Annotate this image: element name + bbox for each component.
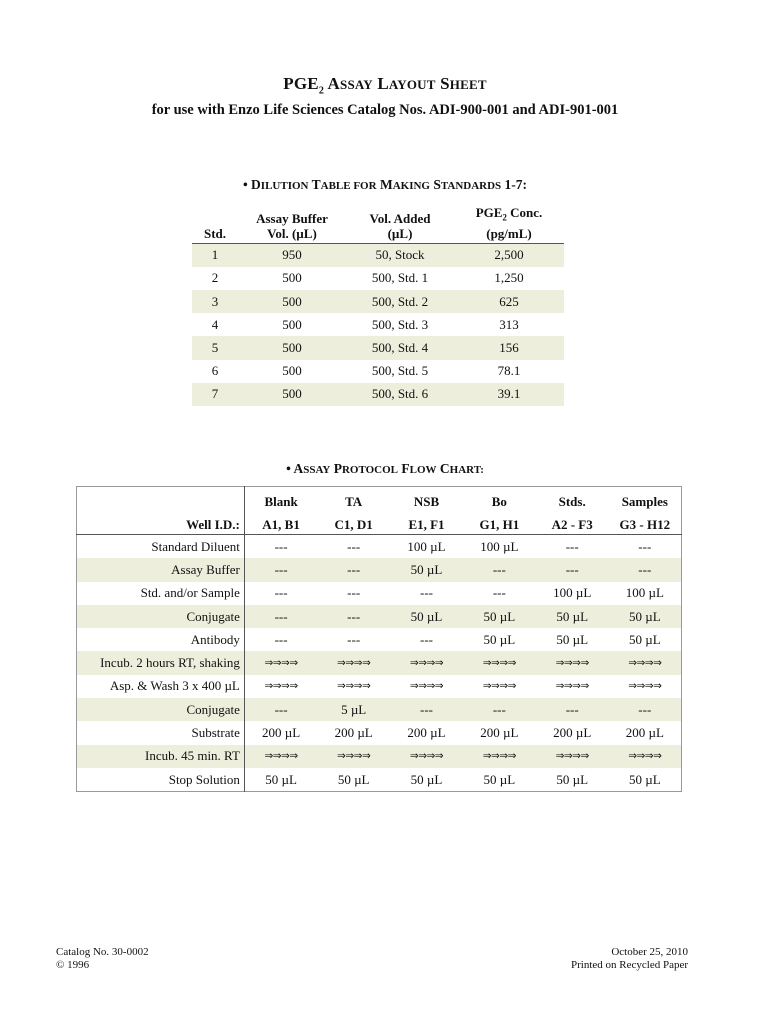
step-cell: ---: [609, 698, 682, 721]
step-label: Std. and/or Sample: [77, 582, 245, 605]
dilution-row: [192, 313, 564, 336]
cell-std: 1: [192, 243, 238, 267]
dilution-header-row: [192, 205, 564, 243]
flow-step-row: [77, 605, 682, 628]
arrow-cell: ⇒⇒⇒⇒: [463, 651, 536, 674]
cell-conc: 39.1: [454, 383, 564, 406]
footer-right: [571, 946, 688, 972]
flow-chart-table: [76, 486, 682, 792]
dilution-row: [192, 336, 564, 359]
column-header: NSB: [413, 494, 440, 509]
step-cell: ---: [420, 631, 433, 647]
step-cell: ---: [317, 605, 390, 628]
well-id: G1, H1: [463, 517, 536, 535]
cell-vol-added: 500, Std. 1: [371, 270, 429, 286]
cell-vol-added: 500, Std. 4: [346, 336, 454, 359]
step-cell: 50 µL: [337, 771, 370, 787]
well-id: C1, D1: [317, 517, 390, 535]
step-cell: 50 µL: [410, 771, 443, 787]
step-cell: ---: [274, 631, 288, 647]
step-cell: 200 µL: [480, 725, 519, 741]
arrow-cell: ⇒⇒⇒⇒: [337, 680, 371, 693]
dilution-row: [192, 360, 564, 383]
flow-step-row: [77, 721, 682, 744]
dilution-row: [192, 243, 564, 267]
step-cell: 50 µL: [463, 605, 536, 628]
step-cell: 5 µL: [317, 698, 390, 721]
column-header: Stds.: [558, 494, 586, 509]
cell-vol-added: 50, Stock: [346, 243, 454, 267]
step-cell: ---: [347, 585, 361, 601]
cell-std: 4: [211, 316, 219, 332]
column-header: Samples: [621, 494, 668, 509]
step-cell: 200 µL: [625, 725, 664, 741]
step-label: Asp. & Wash 3 x 400 µL: [77, 675, 245, 698]
column-header: Bo: [491, 494, 507, 509]
step-label: Incub. 2 hours RT, shaking: [77, 651, 245, 674]
step-cell: 50 µL: [483, 771, 516, 787]
cell-vol-added: 500, Std. 2: [346, 290, 454, 313]
cell-std: 2: [211, 270, 219, 286]
print-date: October 25, 2010: [611, 946, 688, 958]
flow-header-row: [77, 487, 682, 518]
arrow-cell: ⇒⇒⇒⇒: [244, 651, 317, 674]
cell-buffer-vol: 500: [238, 336, 346, 359]
recycled-note: Printed on Recycled Paper: [571, 959, 688, 971]
arrow-cell: ⇒⇒⇒⇒: [264, 680, 298, 693]
step-cell: 50 µL: [609, 605, 682, 628]
step-cell: 100 µL: [625, 585, 664, 601]
cell-conc: 156: [454, 336, 564, 359]
step-label: Standard Diluent: [77, 535, 245, 559]
step-cell: ---: [244, 698, 317, 721]
cell-conc: 1,250: [494, 270, 524, 286]
step-cell: ---: [347, 631, 361, 647]
step-cell: ---: [274, 538, 288, 554]
flow-step-row: [77, 651, 682, 674]
page-title: $PGE_2$ ASSAY LAYOUT SHEET: [283, 74, 487, 97]
header-conc: $PGE_2$ Conc. (pg/mL): [454, 205, 564, 243]
flow-step-row: [77, 745, 682, 768]
cell-buffer-vol: 500: [238, 290, 346, 313]
step-cell: 50 µL: [556, 631, 589, 647]
well-id-row: [77, 517, 682, 535]
header-std: Std.: [192, 205, 238, 243]
arrow-cell: ⇒⇒⇒⇒: [244, 745, 317, 768]
step-cell: 50 µL: [628, 771, 661, 787]
column-header: Blank: [264, 494, 298, 509]
well-id-label: Well I.D.:: [77, 517, 245, 535]
step-cell: 200 µL: [334, 725, 373, 741]
step-cell: ---: [347, 538, 361, 554]
step-cell: 200 µL: [407, 725, 446, 741]
step-cell: 50 µL: [390, 605, 463, 628]
step-label: Assay Buffer: [77, 558, 245, 581]
step-cell: ---: [244, 605, 317, 628]
cell-conc: 78.1: [497, 363, 521, 379]
arrow-cell: ⇒⇒⇒⇒: [463, 745, 536, 768]
step-cell: ---: [536, 558, 609, 581]
cell-std: 6: [211, 363, 219, 379]
cell-buffer-vol: 500: [282, 316, 302, 332]
cell-conc: 2,500: [454, 243, 564, 267]
arrow-cell: ⇒⇒⇒⇒: [317, 745, 390, 768]
step-cell: ---: [244, 558, 317, 581]
well-id: A1, B1: [244, 517, 317, 535]
well-id: E1, F1: [390, 517, 463, 535]
arrow-cell: ⇒⇒⇒⇒: [482, 680, 516, 693]
flow-step-row: [77, 582, 682, 605]
step-cell: ---: [317, 558, 390, 581]
cell-vol-added: 500, Std. 3: [371, 316, 429, 332]
step-cell: ---: [274, 585, 288, 601]
arrow-cell: ⇒⇒⇒⇒: [555, 680, 589, 693]
cell-std: 3: [192, 290, 238, 313]
column-header: TA: [345, 494, 363, 509]
step-cell: ---: [420, 585, 433, 601]
dilution-table: [192, 205, 564, 406]
flow-step-row: [77, 535, 682, 559]
step-cell: ---: [492, 585, 506, 601]
flow-chart-heading: • ASSAY PROTOCOL FLOW CHART:: [286, 461, 484, 476]
step-label: Stop Solution: [77, 768, 245, 792]
arrow-cell: ⇒⇒⇒⇒: [409, 680, 444, 693]
cell-buffer-vol: 500: [282, 363, 302, 379]
cell-std: 5: [192, 336, 238, 359]
cell-conc: 625: [454, 290, 564, 313]
well-id: A2 - F3: [536, 517, 609, 535]
step-cell: 100 µL: [407, 538, 446, 554]
step-label: Substrate: [77, 721, 245, 744]
step-label: Antibody: [77, 628, 245, 651]
step-cell: ---: [609, 558, 682, 581]
well-id: G3 - H12: [609, 517, 682, 535]
flow-step-row: [77, 698, 682, 721]
step-label: Conjugate: [77, 605, 245, 628]
catalog-number: Catalog No. 30-0002: [56, 946, 149, 958]
arrow-cell: ⇒⇒⇒⇒: [609, 651, 682, 674]
flow-step-row: [77, 675, 682, 698]
step-cell: 100 µL: [553, 585, 592, 601]
arrow-cell: ⇒⇒⇒⇒: [536, 745, 609, 768]
step-cell: ---: [463, 698, 536, 721]
step-label: Conjugate: [77, 698, 245, 721]
dilution-row: [192, 267, 564, 290]
arrow-cell: ⇒⇒⇒⇒: [536, 651, 609, 674]
page-subtitle: for use with Enzo Life Sciences Catalog Nos. ADI-900-001 and ADI-901-001: [151, 102, 619, 118]
step-cell: ---: [565, 538, 579, 554]
flow-step-row: [77, 558, 682, 581]
dilution-row: [192, 383, 564, 406]
dilution-table-heading: • DILUTION TABLE FOR MAKING STANDARDS 1-7:: [242, 177, 528, 192]
footer-left: [56, 946, 149, 972]
arrow-cell: ⇒⇒⇒⇒: [609, 745, 682, 768]
header-vol-added: Vol. Added (µL): [346, 205, 454, 243]
cell-std: 7: [192, 383, 238, 406]
step-cell: ---: [463, 558, 536, 581]
step-cell: ---: [638, 538, 652, 554]
step-cell: 50 µL: [556, 771, 589, 787]
cell-buffer-vol: 500: [238, 383, 346, 406]
step-cell: 50 µL: [483, 631, 516, 647]
cell-vol-added: 500, Std. 6: [346, 383, 454, 406]
dilution-row: [192, 290, 564, 313]
step-label: Incub. 45 min. RT: [77, 745, 245, 768]
header-assay-buffer: Assay Buffer Vol. (µL): [238, 205, 346, 243]
step-cell: 50 µL: [265, 771, 297, 787]
arrow-cell: ⇒⇒⇒⇒: [390, 651, 463, 674]
step-cell: 100 µL: [480, 538, 519, 554]
copyright: © 1996: [56, 959, 90, 971]
flow-corner: [77, 487, 245, 518]
cell-vol-added: 500, Std. 5: [371, 363, 429, 379]
step-cell: 50 µL: [390, 558, 463, 581]
step-cell: 50 µL: [628, 631, 661, 647]
step-cell: ---: [390, 698, 463, 721]
step-cell: 200 µL: [553, 725, 592, 741]
arrow-cell: ⇒⇒⇒⇒: [390, 745, 463, 768]
step-cell: 200 µL: [261, 725, 301, 741]
arrow-cell: ⇒⇒⇒⇒: [317, 651, 390, 674]
flow-step-row: [77, 768, 682, 792]
cell-buffer-vol: 950: [238, 243, 346, 267]
flow-step-row: [77, 628, 682, 651]
cell-buffer-vol: 500: [282, 270, 302, 286]
step-cell: 50 µL: [536, 605, 609, 628]
step-cell: ---: [536, 698, 609, 721]
arrow-cell: ⇒⇒⇒⇒: [628, 680, 662, 693]
cell-conc: 313: [499, 316, 519, 332]
